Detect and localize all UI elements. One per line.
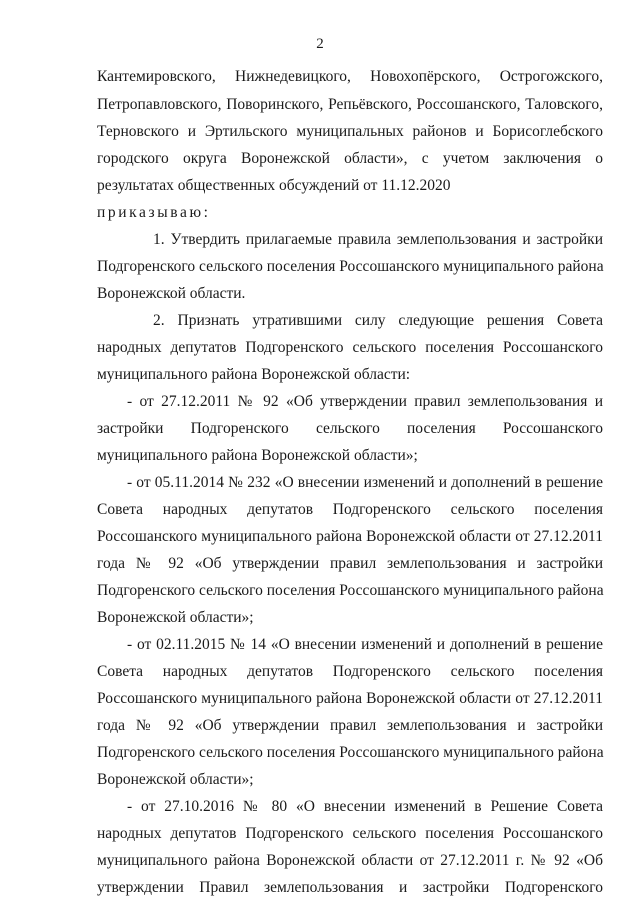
- text-line: года № 92 «Об утверждении правил землепользования и застройки: [97, 717, 603, 734]
- text-line: Россошанского муниципального района Воронежской области от 27.12.2011: [97, 528, 603, 545]
- text-line: Совета народных депутатов Подгоренского сельского поселения: [97, 663, 603, 680]
- text-line: городского округа Воронежской области», с учетом заключения о: [97, 150, 603, 167]
- text-line: муниципального района Воронежской области»;: [97, 447, 418, 464]
- text-line: Подгоренского сельского поселения Россошанского муниципального района: [97, 582, 604, 599]
- text-line: Воронежской области»;: [97, 771, 254, 788]
- text-line: утверждении Правил землепользования и застройки Подгоренского: [97, 879, 603, 896]
- text-line: Россошанского муниципального района Воронежской области от 27.12.2011: [97, 690, 603, 707]
- text-line: года № 92 «Об утверждении правил землепользования и застройки: [97, 555, 603, 572]
- page-number: 2: [316, 36, 324, 52]
- text-line: застройки Подгоренского сельского поселения Россошанского: [97, 420, 603, 437]
- text-line: муниципального района Воронежской области от 27.12.2011 г. № 92 «Об: [97, 852, 603, 869]
- list-item: - от 27.10.2016 № 80 «О внесении изменений в Решение Совета: [127, 798, 603, 815]
- text-line: Совета народных депутатов Подгоренского сельского поселения: [97, 501, 603, 518]
- text-line: результатах общественных обсуждений от 11.12.2020: [97, 177, 451, 194]
- text-line: муниципального района Воронежской области:: [97, 366, 411, 383]
- text-line: Кантемировского, Нижнедевицкого, Новохопёрского, Острогожского,: [97, 68, 603, 85]
- list-item: 1. Утвердить прилагаемые правила землепользования и застройки: [153, 231, 603, 248]
- text-line: Терновского и Эртильского муниципальных районов и Борисоглебского: [97, 123, 603, 140]
- text-line: Петропавловского, Поворинского, Репьёвского, Россошанского, Таловского,: [97, 96, 603, 113]
- text-line: приказываю:: [97, 204, 211, 221]
- text-line: Воронежской области»;: [97, 609, 254, 626]
- text-line: Подгоренского сельского поселения Россошанского муниципального района: [97, 258, 604, 275]
- text-line: народных депутатов Подгоренского сельского поселения Россошанского: [97, 339, 603, 356]
- text-line: Подгоренского сельского поселения Россошанского муниципального района: [97, 744, 604, 761]
- list-item: - от 27.12.2011 № 92 «Об утверждении правил землепользования и: [127, 393, 603, 410]
- text-line: Воронежской области.: [97, 285, 246, 302]
- list-item: - от 02.11.2015 № 14 «О внесении изменений и дополнений в решение: [127, 636, 603, 653]
- list-item: - от 05.11.2014 № 232 «О внесении изменений и дополнений в решение: [127, 474, 603, 491]
- text-line: народных депутатов Подгоренского сельского поселения Россошанского: [97, 825, 603, 842]
- list-item: 2. Признать утратившими силу следующие решения Совета: [153, 312, 603, 329]
